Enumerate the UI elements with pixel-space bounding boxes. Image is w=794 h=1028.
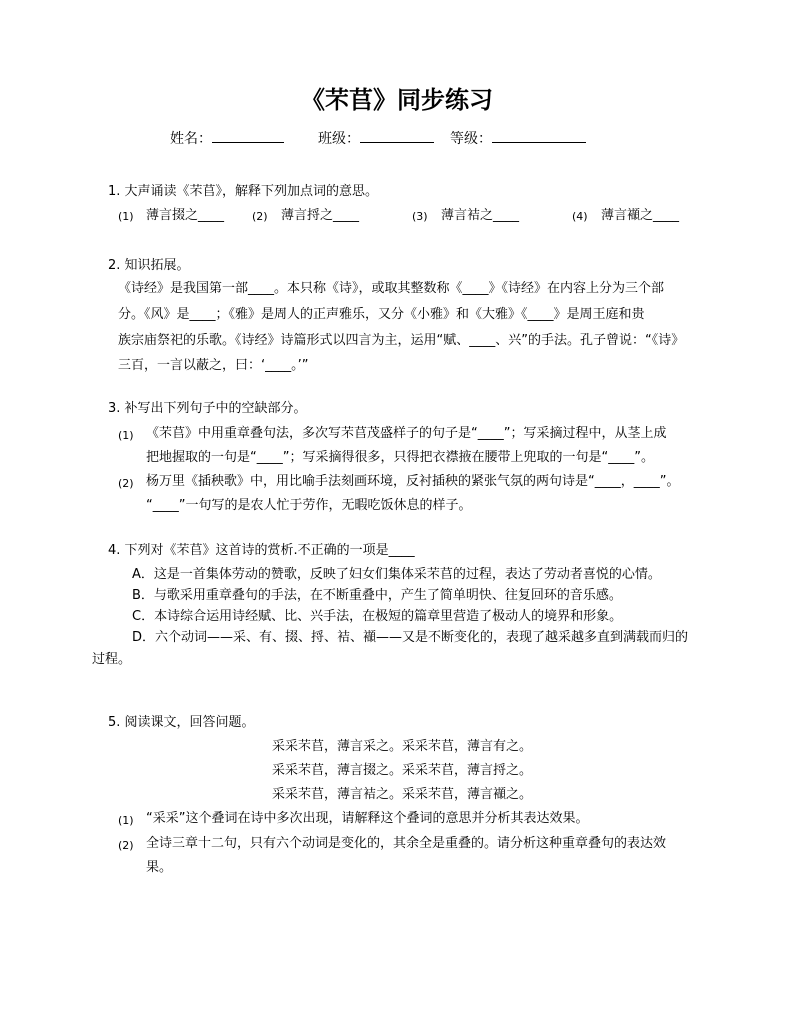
- q1-item-2-num: (2): [252, 210, 268, 223]
- q4-option-d-continued: 过程。: [92, 652, 132, 667]
- poem-line-2: 采采芣苢，薄言掇之。采采芣苢，薄言捋之。: [272, 763, 533, 778]
- question-2-stem: 2. 知识拓展。: [108, 258, 190, 273]
- question-3-stem: 3. 补写出下列句子中的空缺部分。: [108, 401, 307, 416]
- q1-item-4-num: (4): [572, 210, 588, 223]
- q3-item-1-line-2: 把地握取的一句是“____”；写采摘得很多，只得把衣襟掖在腰带上兜取的一句是“____”。: [146, 450, 654, 465]
- question-5-stem: 5. 阅读课文，回答问题。: [108, 715, 255, 730]
- q3-item-2-num: (2): [118, 477, 134, 490]
- q3-item-2-line-2: “____”一句写的是农人忙于劳作，无暇吃饭休息的样子。: [146, 498, 472, 513]
- q5-item-1-num: (1): [118, 814, 134, 827]
- name-field: [170, 128, 284, 148]
- poem-line-3: 采采芣苢，薄言袺之。采采芣苢，薄言襭之。: [272, 787, 533, 802]
- q1-item-1: 薄言掇之____: [146, 208, 225, 223]
- poem-line-1: 采采芣苢，薄言采之。采采芣苢，薄言有之。: [272, 739, 533, 754]
- q4-option-d: D．六个动词——采、有、掇、捋、袺、襭——又是不断变化的，表现了越采越多直到满载而归的: [132, 630, 689, 645]
- q2-line-1: 《诗经》是我国第一部____。本只称《诗》，或取其整数称《____》《诗经》在内容上分为三个部: [118, 281, 665, 296]
- q5-item-1-line-1: “采采”这个叠词在诗中多次出现，请解释这个叠词的意思并分析其表达效果。: [146, 811, 589, 826]
- class-label: 班级：: [318, 131, 360, 147]
- q4-option-a: A．这是一首集体劳动的赞歌，反映了妇女们集体采芣苢的过程，表达了劳动者喜悦的心情。: [132, 567, 661, 582]
- q4-option-c: C．本诗综合运用诗经赋、比、兴手法，在极短的篇章里营造了极动人的境界和形象。: [132, 609, 623, 624]
- name-label: 姓名：: [170, 131, 212, 147]
- q3-item-1-num: (1): [118, 429, 134, 442]
- q1-item-3-num: (3): [412, 210, 428, 223]
- q2-line-2: 分。《风》是____；《雅》是周人的正声雅乐，又分《小雅》和《大雅》《____》是周王庭和贵: [118, 307, 645, 322]
- q1-item-2: 薄言捋之____: [281, 208, 360, 223]
- grade-blank[interactable]: [492, 128, 586, 143]
- class-field: [318, 128, 434, 148]
- q3-item-1-line-1: 《芣苢》中用重章叠句法，多次写芣苢茂盛样子的句子是“____”；写采摘过程中，从茎上成: [146, 426, 667, 441]
- name-blank[interactable]: [212, 128, 284, 143]
- q3-item-2-line-1: 杨万里《插秧歌》中，用比喻手法刻画环境，反衬插秧的紧张气氛的两句诗是“____，____”。: [146, 474, 680, 489]
- class-blank[interactable]: [360, 128, 434, 143]
- q2-line-4: 三百，一言以蔽之，曰：‘____。’”: [118, 358, 309, 373]
- question-4-stem: 4. 下列对《芣苢》这首诗的赏析.不正确的一项是____: [108, 543, 415, 558]
- q4-option-b: B．与歌采用重章叠句的手法，在不断重叠中，产生了简单明快、往复回环的音乐感。: [132, 588, 622, 603]
- page-title: 《芣苢》同步练习: [301, 86, 493, 114]
- q5-item-2-num: (2): [118, 839, 134, 852]
- q5-item-2-line-1: 全诗三章十二句，只有六个动词是变化的，其余全是重叠的。请分析这种重章叠句的表达效: [146, 836, 667, 851]
- question-1-stem: 1. 大声诵读《芣苢》，解释下列加点词的意思。: [108, 184, 379, 199]
- q5-item-2-line-2: 果。: [146, 860, 173, 875]
- q1-item-1-num: (1): [118, 210, 134, 223]
- q1-item-4: 薄言襭之____: [601, 208, 680, 223]
- q2-line-3: 族宗庙祭祀的乐歌。《诗经》诗篇形式以四言为主，运用“赋、____、兴”的手法。孔子曾说：“《诗》: [118, 333, 685, 348]
- grade-label: 等级：: [450, 131, 492, 147]
- q1-item-3: 薄言袺之____: [441, 208, 520, 223]
- grade-field: [450, 128, 586, 148]
